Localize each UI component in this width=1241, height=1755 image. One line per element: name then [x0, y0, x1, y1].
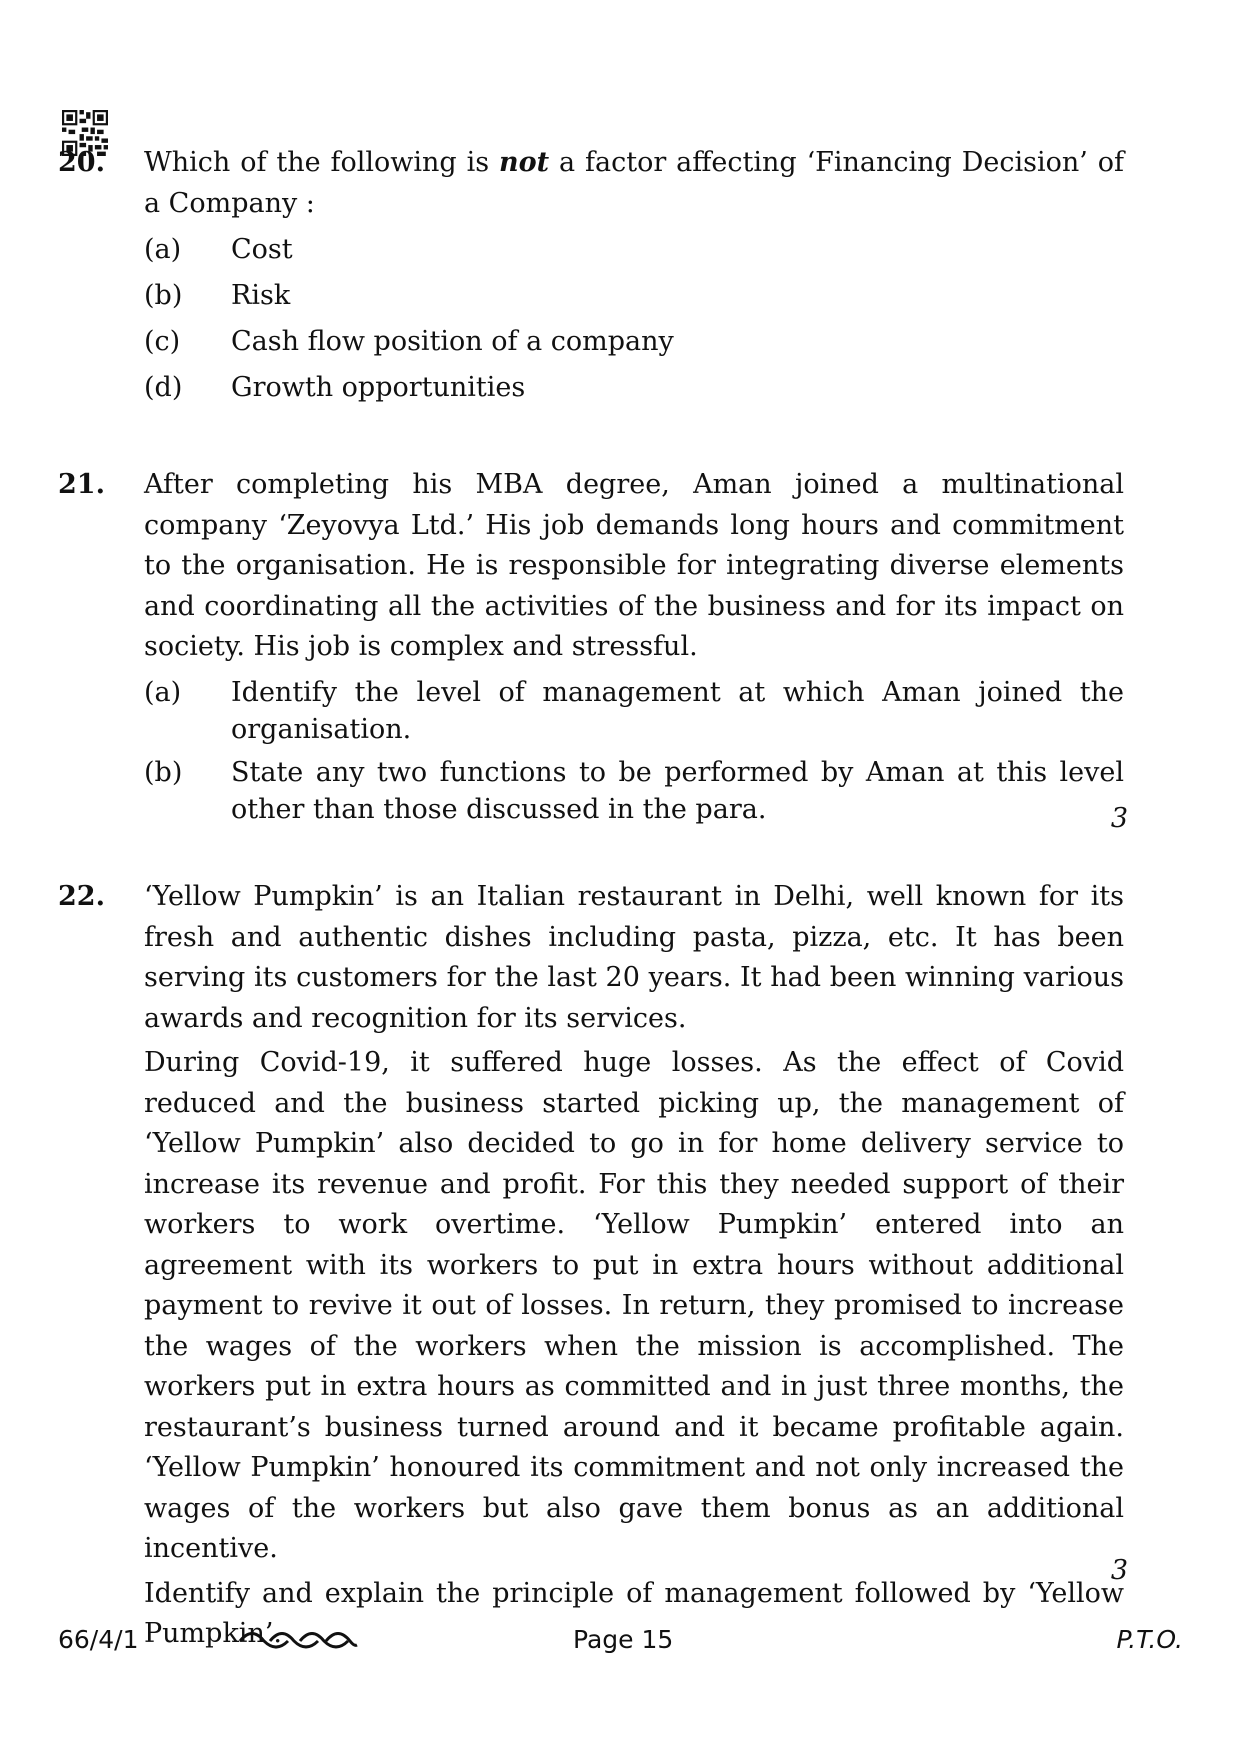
page-footer — [58, 1625, 1183, 1661]
pto-label: P.T.O. — [1116, 1625, 1183, 1654]
question-number: 22. — [58, 881, 105, 912]
question-paragraph: ‘Yellow Pumpkin’ is an Italian restaurant in Delhi, well known for its fresh and authentic dishes including pasta, pizza, etc. It has been serving its customers for the last 20 years. It had been winning various awards and recognition for its services. — [144, 881, 1124, 1034]
paper-code: 66/4/1 — [58, 1625, 139, 1654]
option-c: (c) Cash flow position of a company — [144, 326, 674, 357]
question-22 — [58, 877, 1128, 1655]
question-paragraph: After completing his MBA degree, Aman joined a multinational company ‘Zeyovya Ltd.’ His job demands long hours and commitment to the organisation. He is responsible for integrating diverse elements and coordinating all the activities of the business and for its impact on society. His job is complex and stressful. — [144, 469, 1124, 662]
option-d: (d) Growth opportunities — [144, 372, 526, 403]
marks: 3 — [1110, 1555, 1128, 1586]
question-instruction: Identify and explain the principle of management followed by ‘Yellow Pumpkin’. — [144, 1577, 1124, 1649]
wave-divider-icon — [238, 1629, 358, 1651]
question-21 — [58, 465, 1128, 834]
question-number: 20. — [58, 147, 105, 178]
option-a: (a) Identify the level of management at which Aman joined the organisation. — [144, 676, 1124, 745]
question-number: 21. — [58, 469, 105, 500]
question-stem: Which of the following is not a factor affecting ‘Financing Decision’ of a Company : — [144, 147, 1124, 219]
option-a: (a) Cost — [144, 234, 293, 265]
option-b: (b) Risk — [144, 280, 291, 311]
marks: 3 — [1110, 803, 1128, 834]
option-b: (b) State any two functions to be performed by Aman at this level other than those discussed in the para. — [144, 756, 1124, 825]
question-20 — [58, 143, 1128, 408]
question-paragraph: During Covid-19, it suffered huge losses. As the effect of Covid reduced and the business started picking up, the management of ‘Yellow Pumpkin’ also decided to go in for home delivery service to increase its revenue and profit. For this they needed support of their workers to work overtime. ‘Yellow Pumpkin’ entered into an agreement with its workers to put in extra hours without additional payment to revive it out of losses. In return, they promised to increase the wages of the workers when the mission is accomplished. The workers put in extra hours as committed and in just three months, the restaurant’s business turned around and it became profitable again. ‘Yellow Pumpkin’ honoured its commitment and not only increased the wages of the workers but also gave them bonus as an additional incentive. — [144, 1047, 1124, 1564]
page-number: Page 15 — [573, 1625, 674, 1654]
